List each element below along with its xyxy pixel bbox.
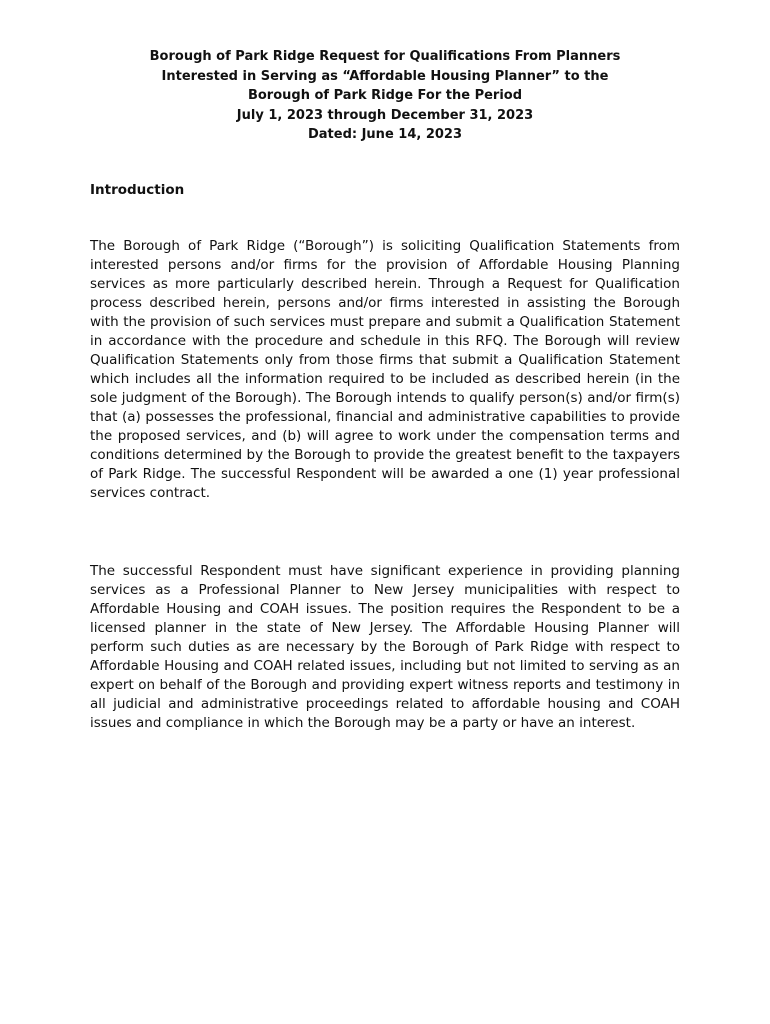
- intro-paragraph-1: The Borough of Park Ridge (“Borough”) is soliciting Qualification Statements from interested persons and/or firms for the provision of Affordable Housing Planning services as more particularly described herein. Through a Request for Qualification process described herein, persons and/or firms interested in assisting the Borough with the provision of such services must prepare and submit a Qualification Statement in accordance with the procedure and schedule in this RFQ. The Borough will review Qualification Statements only from those firms that submit a Qualification Statement which includes all the information required to be included as described herein (in the sole judgment of the Borough). The Borough intends to qualify person(s) and/or firm(s) that (a) possesses the professional, financial and administrative capabilities to provide the proposed services, and (b) will agree to work under the compensation terms and conditions determined by the Borough to provide the greatest benefit to the taxpayers of Park Ridge. The successful Respondent will be awarded a one (1) year professional services contract.: [90, 238, 680, 501]
- title-line-2: Interested in Serving as “Affordable Housing Planner” to the: [161, 68, 609, 84]
- title-line-1: Borough of Park Ridge Request for Qualifications From Planners: [149, 49, 621, 64]
- document-title: [90, 47, 680, 145]
- title-line-5-date: Dated: June 14, 2023: [307, 127, 463, 142]
- section-heading-introduction: Introduction: [90, 182, 185, 198]
- title-line-3: Borough of Park Ridge For the Period: [247, 88, 523, 103]
- title-line-4-period: July 1, 2023 through December 31, 2023: [236, 107, 534, 123]
- intro-paragraph-2: The successful Respondent must have significant experience in providing planning services as a Professional Planner to New Jersey municipalities with respect to Affordable Housing and COAH issues. The position requires the Respondent to be a licensed planner in the state of New Jersey. The Affordable Housing Planner will perform such duties as are necessary by the Borough of Park Ridge with respect to Affordable Housing and COAH related issues, including but not limited to serving as an expert on behalf of the Borough and providing expert witness reports and testimony in all judicial and administrative proceedings related to affordable housing and COAH issues and compliance in which the Borough may be a party or have an interest.: [90, 563, 680, 731]
